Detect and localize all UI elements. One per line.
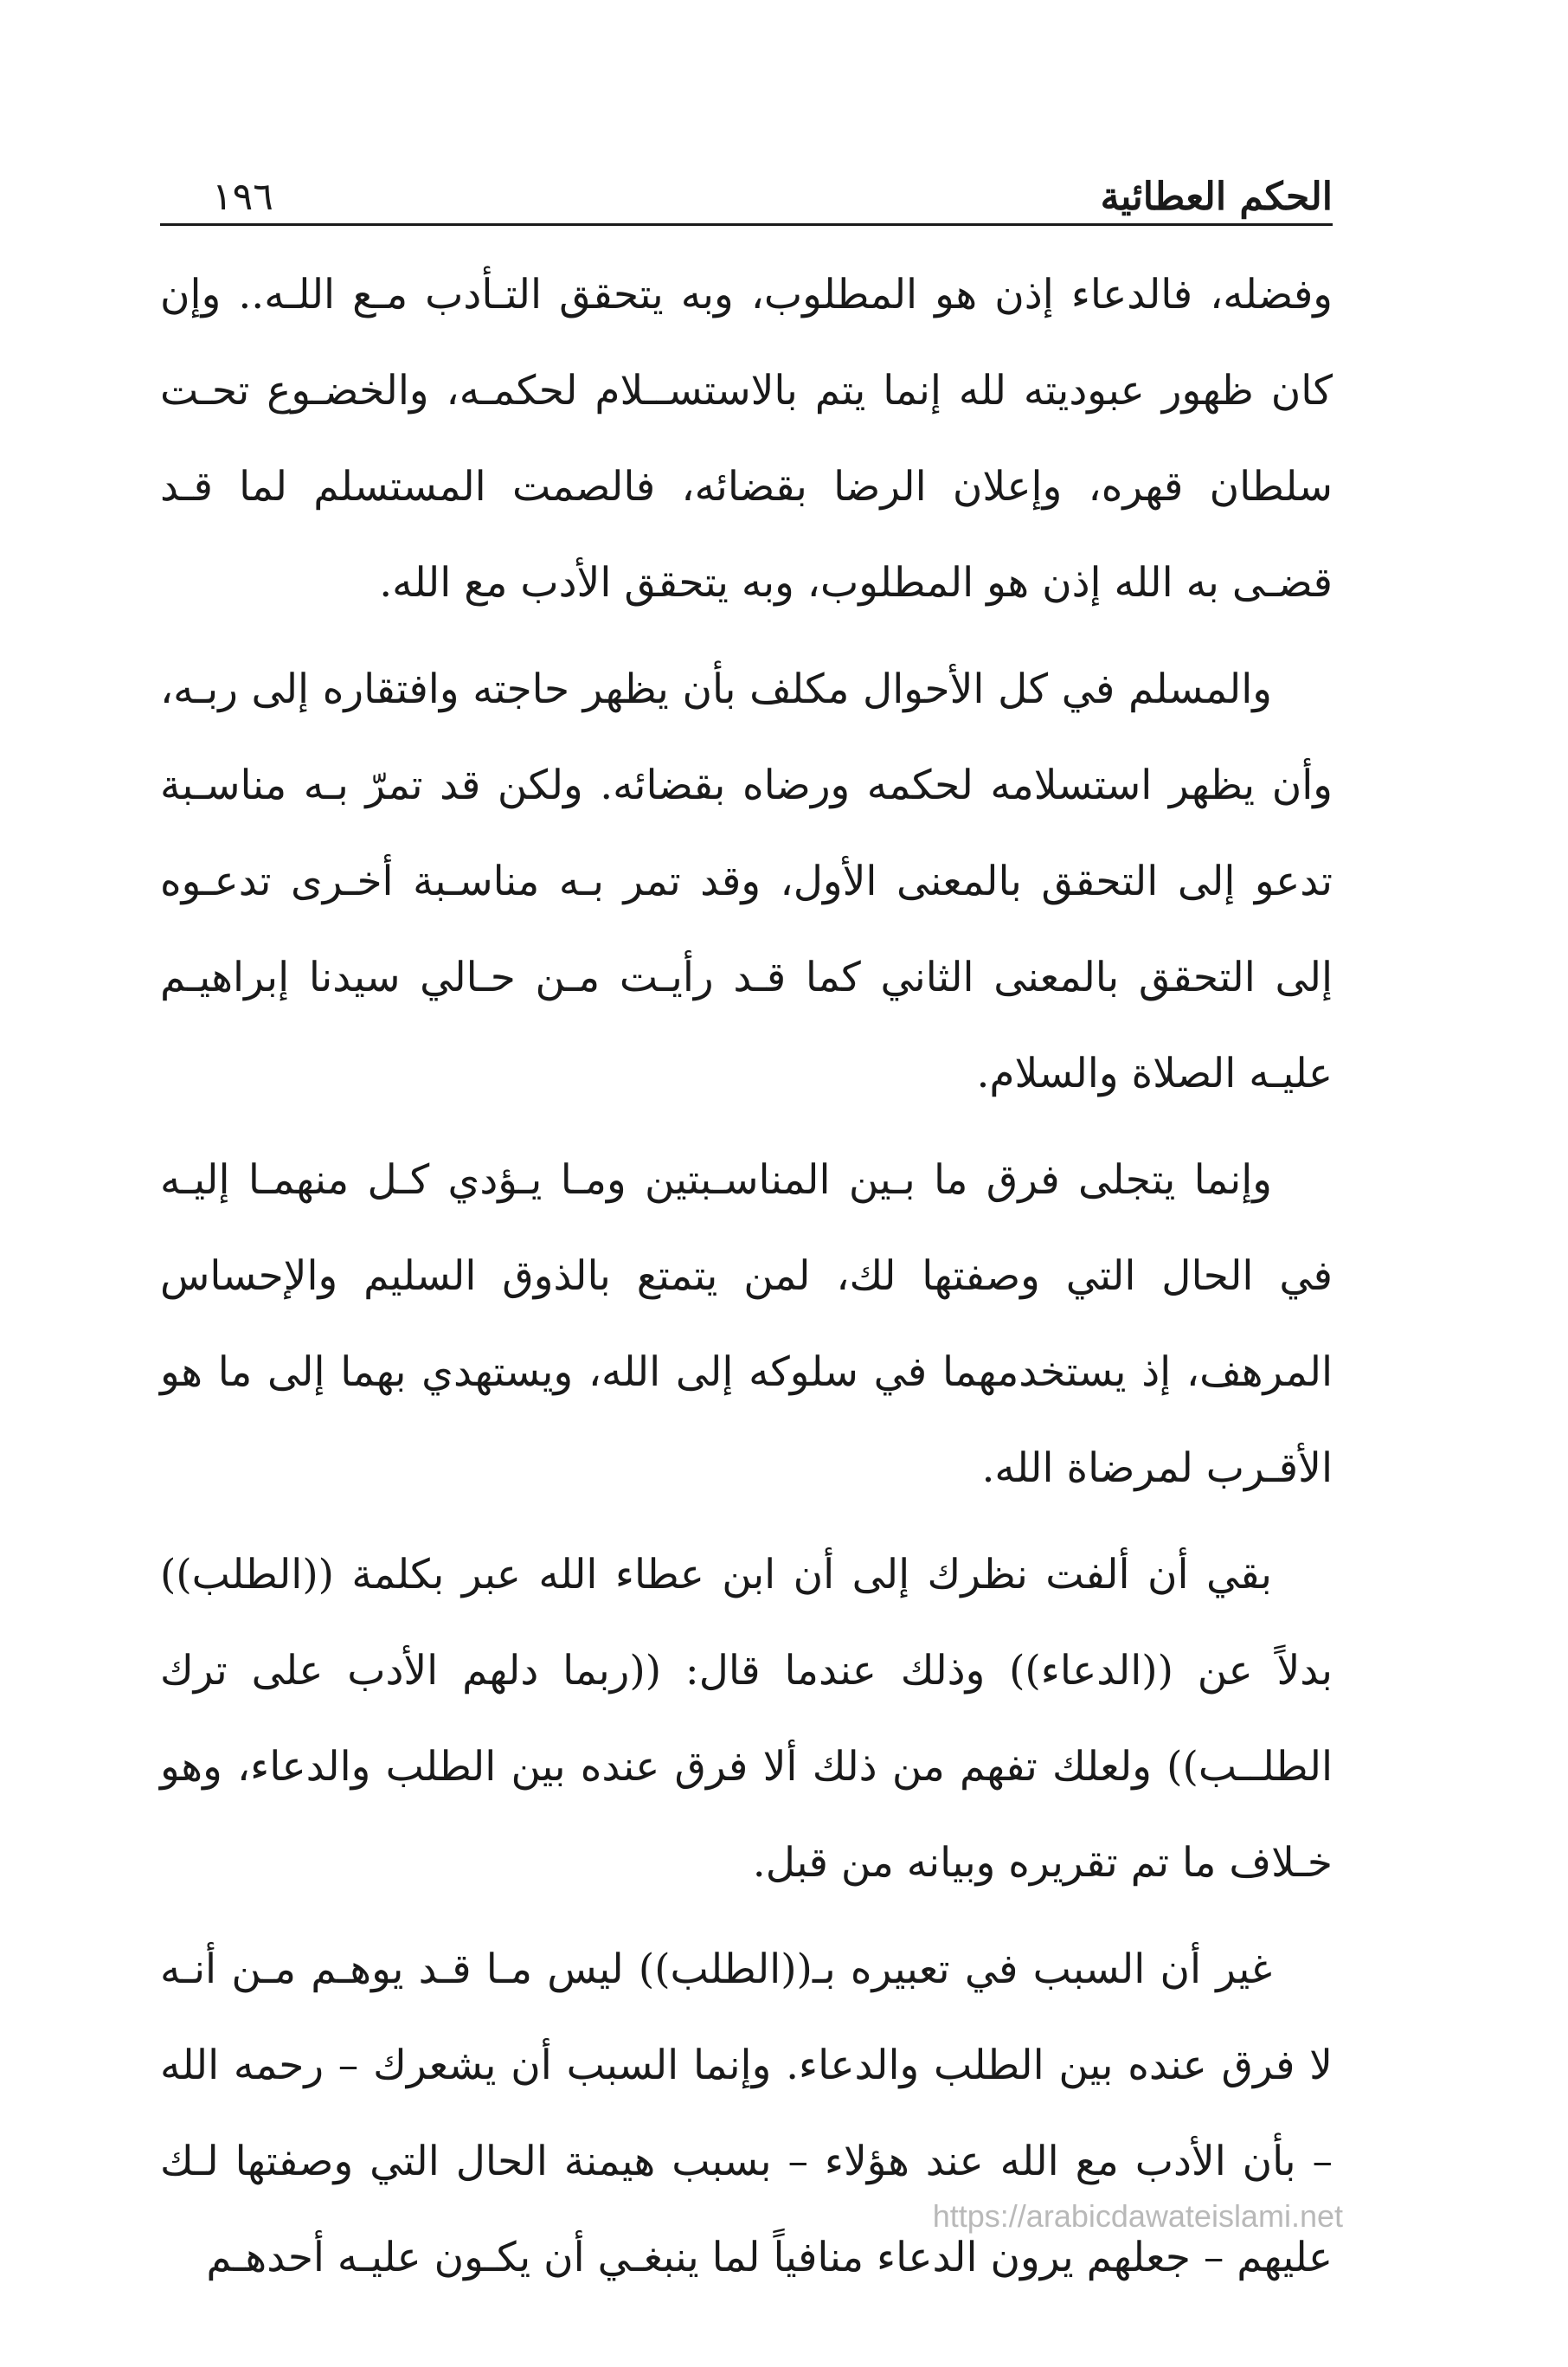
body-text (160, 247, 1333, 2316)
page-header (160, 143, 1333, 225)
paragraph-2: والمسلم في كل الأحوال مكلف بأن يظهر حاجته وافتقاره إلى ربـه، وأن يظهر استسلامه لحكمه ورضاه بقضائه. ولكن قد تمرّ بـه مناسـبة تدعو إلى التحقق بالمعنى الأول، وقد تمر بـه مناسـبة أخـرى تدعـوه إلى التحقق بالمعنى الثاني كما قـد رأيـت مـن حـالي سيدنا إبراهيـم عليـه الصلاة والسلام. (160, 666, 1333, 1097)
running-title: الحكم العطائية (1100, 175, 1333, 219)
paragraph-1: وفضله، فالدعاء إذن هو المطلوب، وبه يتحقق التـأدب مـع اللـه.. وإن كان ظهور عبوديته لله إنما يتم بالاستســلام لحكمـه، والخضـوع تحـت سلطان قهره، وإعلان الرضا بقضائه، فالصمت المستسلم لما قـد قضـى به الله إذن هو المطلوب، وبه يتحقق الأدب مع الله. (160, 271, 1333, 607)
paragraph-5: غير أن السبب في تعبيره بـ((الطلب)) ليس مـا قـد يوهـم مـن أنـه لا فرق عنده بين الطلب والدعاء. وإنما السبب أن يشعرك – رحمه الله – بأن الأدب مع الله عند هؤلاء – بسبب هيمنة الحال التي وصفتها لـك عليهم – جعلهم يرون الدعاء منافياً لما ينبغـي أن يكـون عليـه أحدهـم (160, 1946, 1333, 2281)
watermark-url: https://arabicdawateislami.net (932, 2198, 1343, 2234)
paragraph-3: وإنما يتجلى فرق ما بـين المناسـبتين ومـا يـؤدي كـل منهمـا إليـه في الحال التي وصفتها لك، لمن يتمتع بالذوق السليم والإحساس المرهف، إذ يستخدمهما في سلوكه إلى الله، ويستهدي بهما إلى ما هو الأقـرب لمرضاة الله. (160, 1156, 1333, 1492)
page-number: ١٩٦ (212, 175, 273, 219)
paragraph-4: بقي أن ألفت نظرك إلى أن ابن عطاء الله عبر بكلمة ((الطلب)) بدلاً عن ((الدعاء)) وذلك عندما قال: ((ربما دلهم الأدب على ترك الطلــب)) ولعلك تفهم من ذلك ألا فرق عنده بين الطلب والدعاء، وهو خـلاف ما تم تقريره وبيانه من قبل. (160, 1551, 1333, 1887)
header-divider (160, 223, 1333, 226)
